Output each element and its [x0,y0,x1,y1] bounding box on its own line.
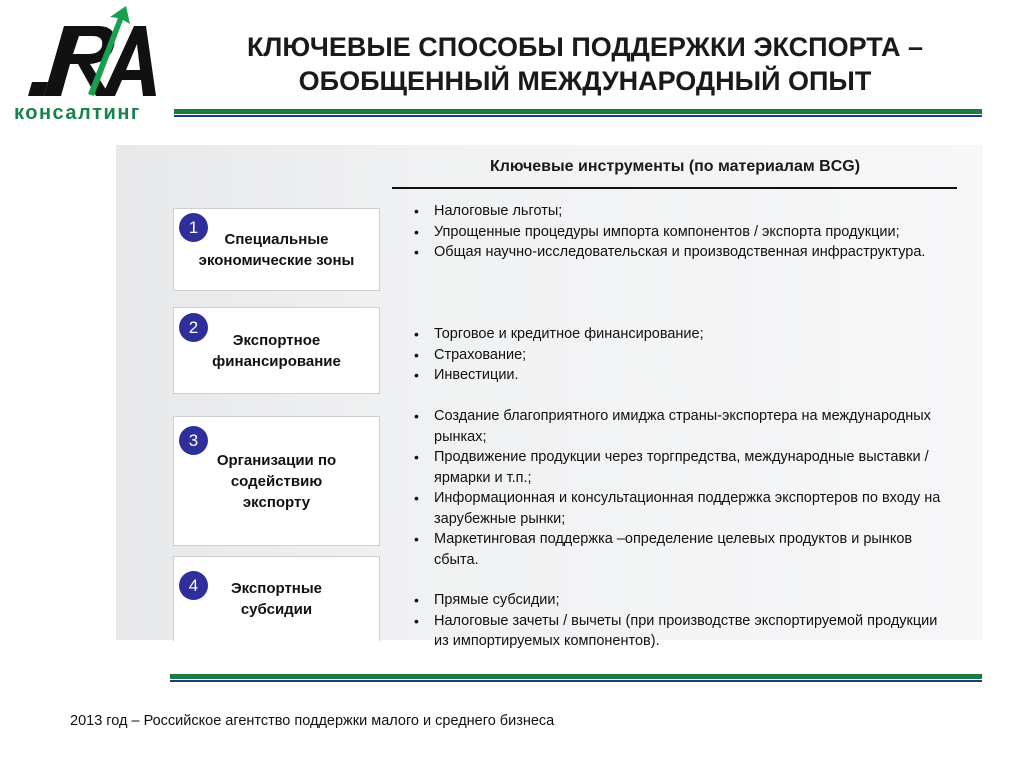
bullet-group-subsidies [410,590,950,652]
title-line-1: КЛЮЧЕВЫЕ СПОСОБЫ ПОДДЕРЖКИ ЭКСПОРТА – [246,32,924,62]
category-label: Экспортные [230,580,323,597]
column-header: Ключевые инструменты (по материалам BCG) [489,158,861,175]
list-item: • Информационная и консультационная поддержка экспортеров по входу на зарубежные рынки; [410,488,950,529]
category-label: Специальные [224,230,329,248]
category-label: субсидии [240,601,313,618]
category-label: экспорту [242,493,311,511]
list-item: • Торговое и кредитное финансирование; [410,324,950,345]
list-item: • Прямые субсидии; [410,590,950,611]
page-title [190,30,980,98]
list-item: • Продвижение продукции через торгпредства, международные выставки / ярмарки и т.п.; [410,447,950,488]
list-item: • Создание благоприятного имиджа страны-экспортера на международных рынках; [410,406,950,447]
list-item: • Маркетинговая поддержка –определение целевых продуктов и рынков сбыта. [410,529,950,570]
column-header-rule [392,187,957,189]
list-item: • Налоговые льготы; [410,201,950,222]
category-label: Организации по [216,451,337,469]
list-item: • Страхование; [410,345,950,366]
category-label: финансирование [212,352,341,370]
bullet-group-promotion [410,406,950,570]
bullet-group-financing [410,324,950,386]
list-item: • Инвестиции. [410,365,950,386]
number-badge-2: 2 [179,313,208,342]
category-label: экономические зоны [198,251,355,269]
list-item: • Общая научно-исследовательская и производственная инфраструктура. [410,242,950,263]
company-logo [6,4,168,124]
number-badge-1: 1 [179,213,208,242]
footer-divider [170,674,982,682]
list-item: • Налоговые зачеты / вычеты (при производстве экспортируемой продукции из импортируемых компонентов). [410,611,950,652]
category-box-export-subsidies [173,556,380,641]
footer-source: 2013 год – Российское агентство поддержки малого и среднего бизнеса [70,713,555,729]
logo-subtitle: консалтинг [14,102,141,124]
number-badge-3: 3 [179,426,208,455]
number-badge-4: 4 [179,571,208,600]
list-item: • Упрощенные процедуры импорта компонентов / экспорта продукции; [410,222,950,243]
category-label: содействию [230,472,323,490]
ra-logo-mark [6,4,168,104]
header-divider [174,109,982,117]
title-line-2: ОБОБЩЕННЫЙ МЕЖДУНАРОДНЫЙ ОПЫТ [298,66,872,96]
bullet-group-sez [410,201,950,263]
category-label: Экспортное [232,331,321,349]
